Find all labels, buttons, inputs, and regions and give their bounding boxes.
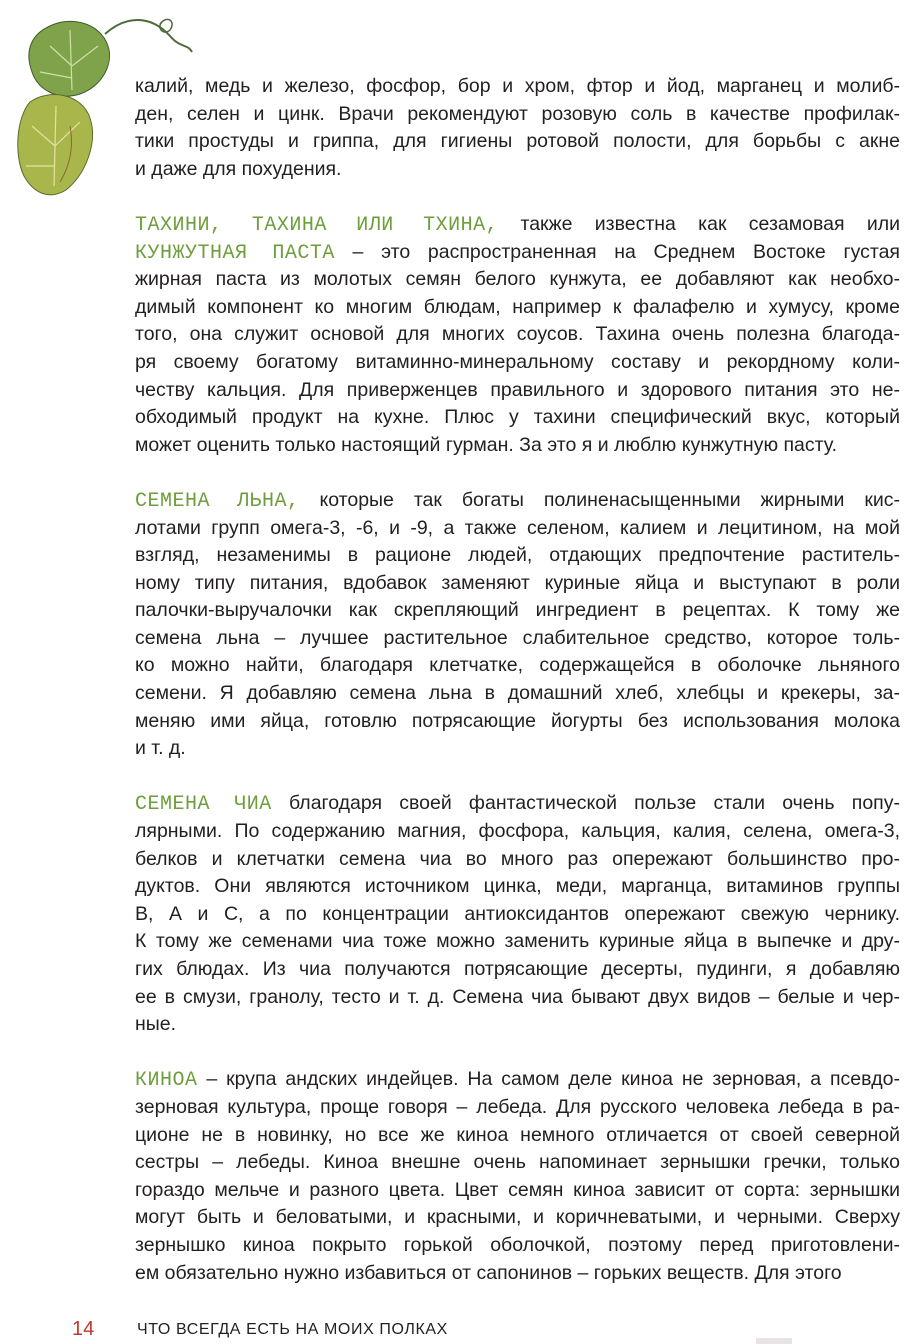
body-text: димый компонент ко многим блюдам, например к фалафелю и хумусу, кроме [135, 295, 900, 318]
body-text: ее в смузи, гранолу, тесто и т. д. Семена чиа бывают двух видов – белые и чер- [135, 985, 900, 1008]
body-text: дуктов. Они являются источником цинка, меди, марганца, витаминов группы [135, 875, 900, 898]
body-text: семени. Я добавляю семена льна в домашний хлеб, хлебцы и крекеры, за- [135, 682, 900, 705]
highlighted-term: КУНЖУТНАЯ ПАСТА [135, 241, 335, 265]
page-number: 14 [72, 1318, 95, 1340]
body-text: – это распространенная на Среднем Востоке густая [334, 240, 900, 263]
text-line [135, 1177, 900, 1205]
text-line [135, 404, 900, 432]
text-line [135, 266, 900, 294]
body-text: гораздо мельче и разного цвета. Цвет семян киноа зависит от сорта: зернышки [135, 1178, 900, 1201]
text-line [135, 984, 900, 1012]
text-line [135, 349, 900, 377]
body-text: ем обязательно нужно избавиться от сапонинов – горьких веществ. Для этого [135, 1261, 842, 1284]
text-line [135, 432, 900, 460]
body-text: ря своему богатому витаминно-минеральному составу и рекордному коли- [135, 350, 900, 373]
text-line [135, 542, 900, 570]
text-line [135, 680, 900, 708]
body-text: также известна как сезамовая или [498, 212, 900, 235]
body-text: и т. д. [135, 737, 186, 760]
text-line [135, 708, 900, 736]
text-line [135, 846, 900, 874]
text-line [135, 956, 900, 984]
body-text: К тому же семенами чиа тоже можно заменить куриные яйца в выпечке и дру- [135, 930, 900, 953]
text-line [135, 1260, 900, 1288]
text-line [135, 156, 900, 184]
text-line [135, 873, 900, 901]
body-text: меняю ими яйца, готовлю потрясающие йогурты без использования молока [135, 709, 900, 732]
text-line [135, 487, 900, 515]
text-line [135, 128, 900, 156]
article-text [135, 73, 900, 1287]
text-line [135, 1204, 900, 1232]
text-line [135, 790, 900, 818]
text-line [135, 1232, 900, 1260]
body-text: гих блюдах. Из чиа получаются потрясающие десерты, пудинги, я добавляю [135, 958, 900, 980]
highlighted-term: СЕМЕНА ЛЬНА, [135, 489, 300, 513]
body-text: сестры – лебеды. Киноа внешне очень напоминает зернышки гречки, только [135, 1151, 900, 1174]
paragraph [135, 211, 900, 459]
body-text: может оценить только настоящий гурман. За это я и люблю кунжутную пасту. [135, 433, 838, 456]
text-line [135, 101, 900, 129]
text-line [135, 1066, 900, 1094]
body-text: палочки-выручалочки как скрепляющий ингредиент в рецептах. К тому же [135, 599, 900, 622]
body-text: ные. [135, 1013, 177, 1036]
text-line [135, 597, 900, 625]
body-text: благодаря своей фантастической пользе стали очень попу- [271, 792, 900, 815]
body-text: обходимый продукт на кухне. Плюс у тахини специфический вкус, который [135, 406, 900, 429]
body-text: могут быть и беловатыми, и красными, и коричневатыми, и черными. Сверху [135, 1206, 900, 1229]
body-text: ционе не в новинку, но все же киноа немного отличается от своей северной [135, 1123, 900, 1146]
body-text: того, она служит основой для многих соусов. Тахина очень полезна благода- [135, 323, 900, 346]
text-line [135, 570, 900, 598]
text-line [135, 515, 900, 543]
running-footer-title: ЧТО ВСЕГДА ЕСТЬ НА МОИХ ПОЛКАХ [137, 1321, 448, 1338]
body-text: зерновая культура, проще говоря – лебеда. Для русского человека лебеда в ра- [135, 1095, 900, 1118]
text-line [135, 818, 900, 846]
text-line [135, 928, 900, 956]
text-line [135, 211, 900, 239]
body-text: взгляд, незаменимы в рационе людей, отдающих предпочтение раститель- [135, 544, 900, 567]
body-text: В, А и С, а по концентрации антиоксидантов опережают свежую чернику. [135, 902, 900, 925]
text-line [135, 625, 900, 653]
text-line [135, 321, 900, 349]
text-line [135, 1094, 900, 1122]
body-text: тики простуды и гриппа, для гигиены ротовой полости, для борьбы с акне [135, 130, 900, 153]
body-text: ному типу питания, вдобавок заменяют куриные яйца и выступают в роли [135, 571, 900, 594]
body-text: жирная паста из молотых семян белого кунжута, ее добавляют как необхо- [135, 268, 900, 291]
body-text: и даже для похудения. [135, 157, 342, 180]
body-text: – крупа андских индейцев. На самом деле киноа не зерновая, а псевдо- [197, 1068, 900, 1091]
text-line [135, 73, 900, 101]
text-line [135, 735, 900, 763]
body-text: которые так богаты полиненасыщенными жирными кис- [299, 488, 900, 511]
highlighted-term: СЕМЕНА ЧИА [135, 793, 272, 817]
body-text: семена льна – лучшее растительное слабительное средство, которое толь- [135, 626, 900, 649]
text-line [135, 1149, 900, 1177]
text-line [135, 294, 900, 322]
paragraph [135, 1066, 900, 1287]
text-line [135, 652, 900, 680]
body-text: калий, медь и железо, фосфор, бор и хром, фтор и йод, марганец и молиб- [135, 75, 900, 97]
body-text: зернышко киноа покрыто горькой оболочкой, поэтому перед приготовлени- [135, 1233, 900, 1256]
highlighted-term: КИНОА [135, 1069, 198, 1093]
paragraph [135, 73, 900, 183]
body-text: честву кальция. Для приверженцев правильного и здорового питания это не- [135, 378, 900, 401]
text-line [135, 901, 900, 929]
body-text: белков и клетчатки семена чиа во много раз опережают большинство про- [135, 847, 900, 870]
text-line [135, 1011, 900, 1039]
body-text: ден, селен и цинк. Врачи рекомендуют розовую соль в качестве профилак- [135, 102, 900, 125]
corner-mark [756, 1338, 792, 1344]
text-line [135, 1122, 900, 1150]
text-line [135, 377, 900, 405]
highlighted-term: ТАХИНИ, ТАХИНА ИЛИ ТХИНА, [135, 213, 499, 237]
paragraph [135, 790, 900, 1038]
text-line [135, 239, 900, 267]
paragraph [135, 487, 900, 763]
body-text: лотами групп омега-3, -6, и -9, а также селеном, калием и лецитином, на мой [135, 516, 900, 539]
body-text: ко можно найти, благодаря клетчатке, содержащейся в оболочке льняного [135, 654, 900, 677]
body-text: лярными. По содержанию магния, фосфора, кальция, калия, селена, омега-3, [135, 820, 900, 843]
